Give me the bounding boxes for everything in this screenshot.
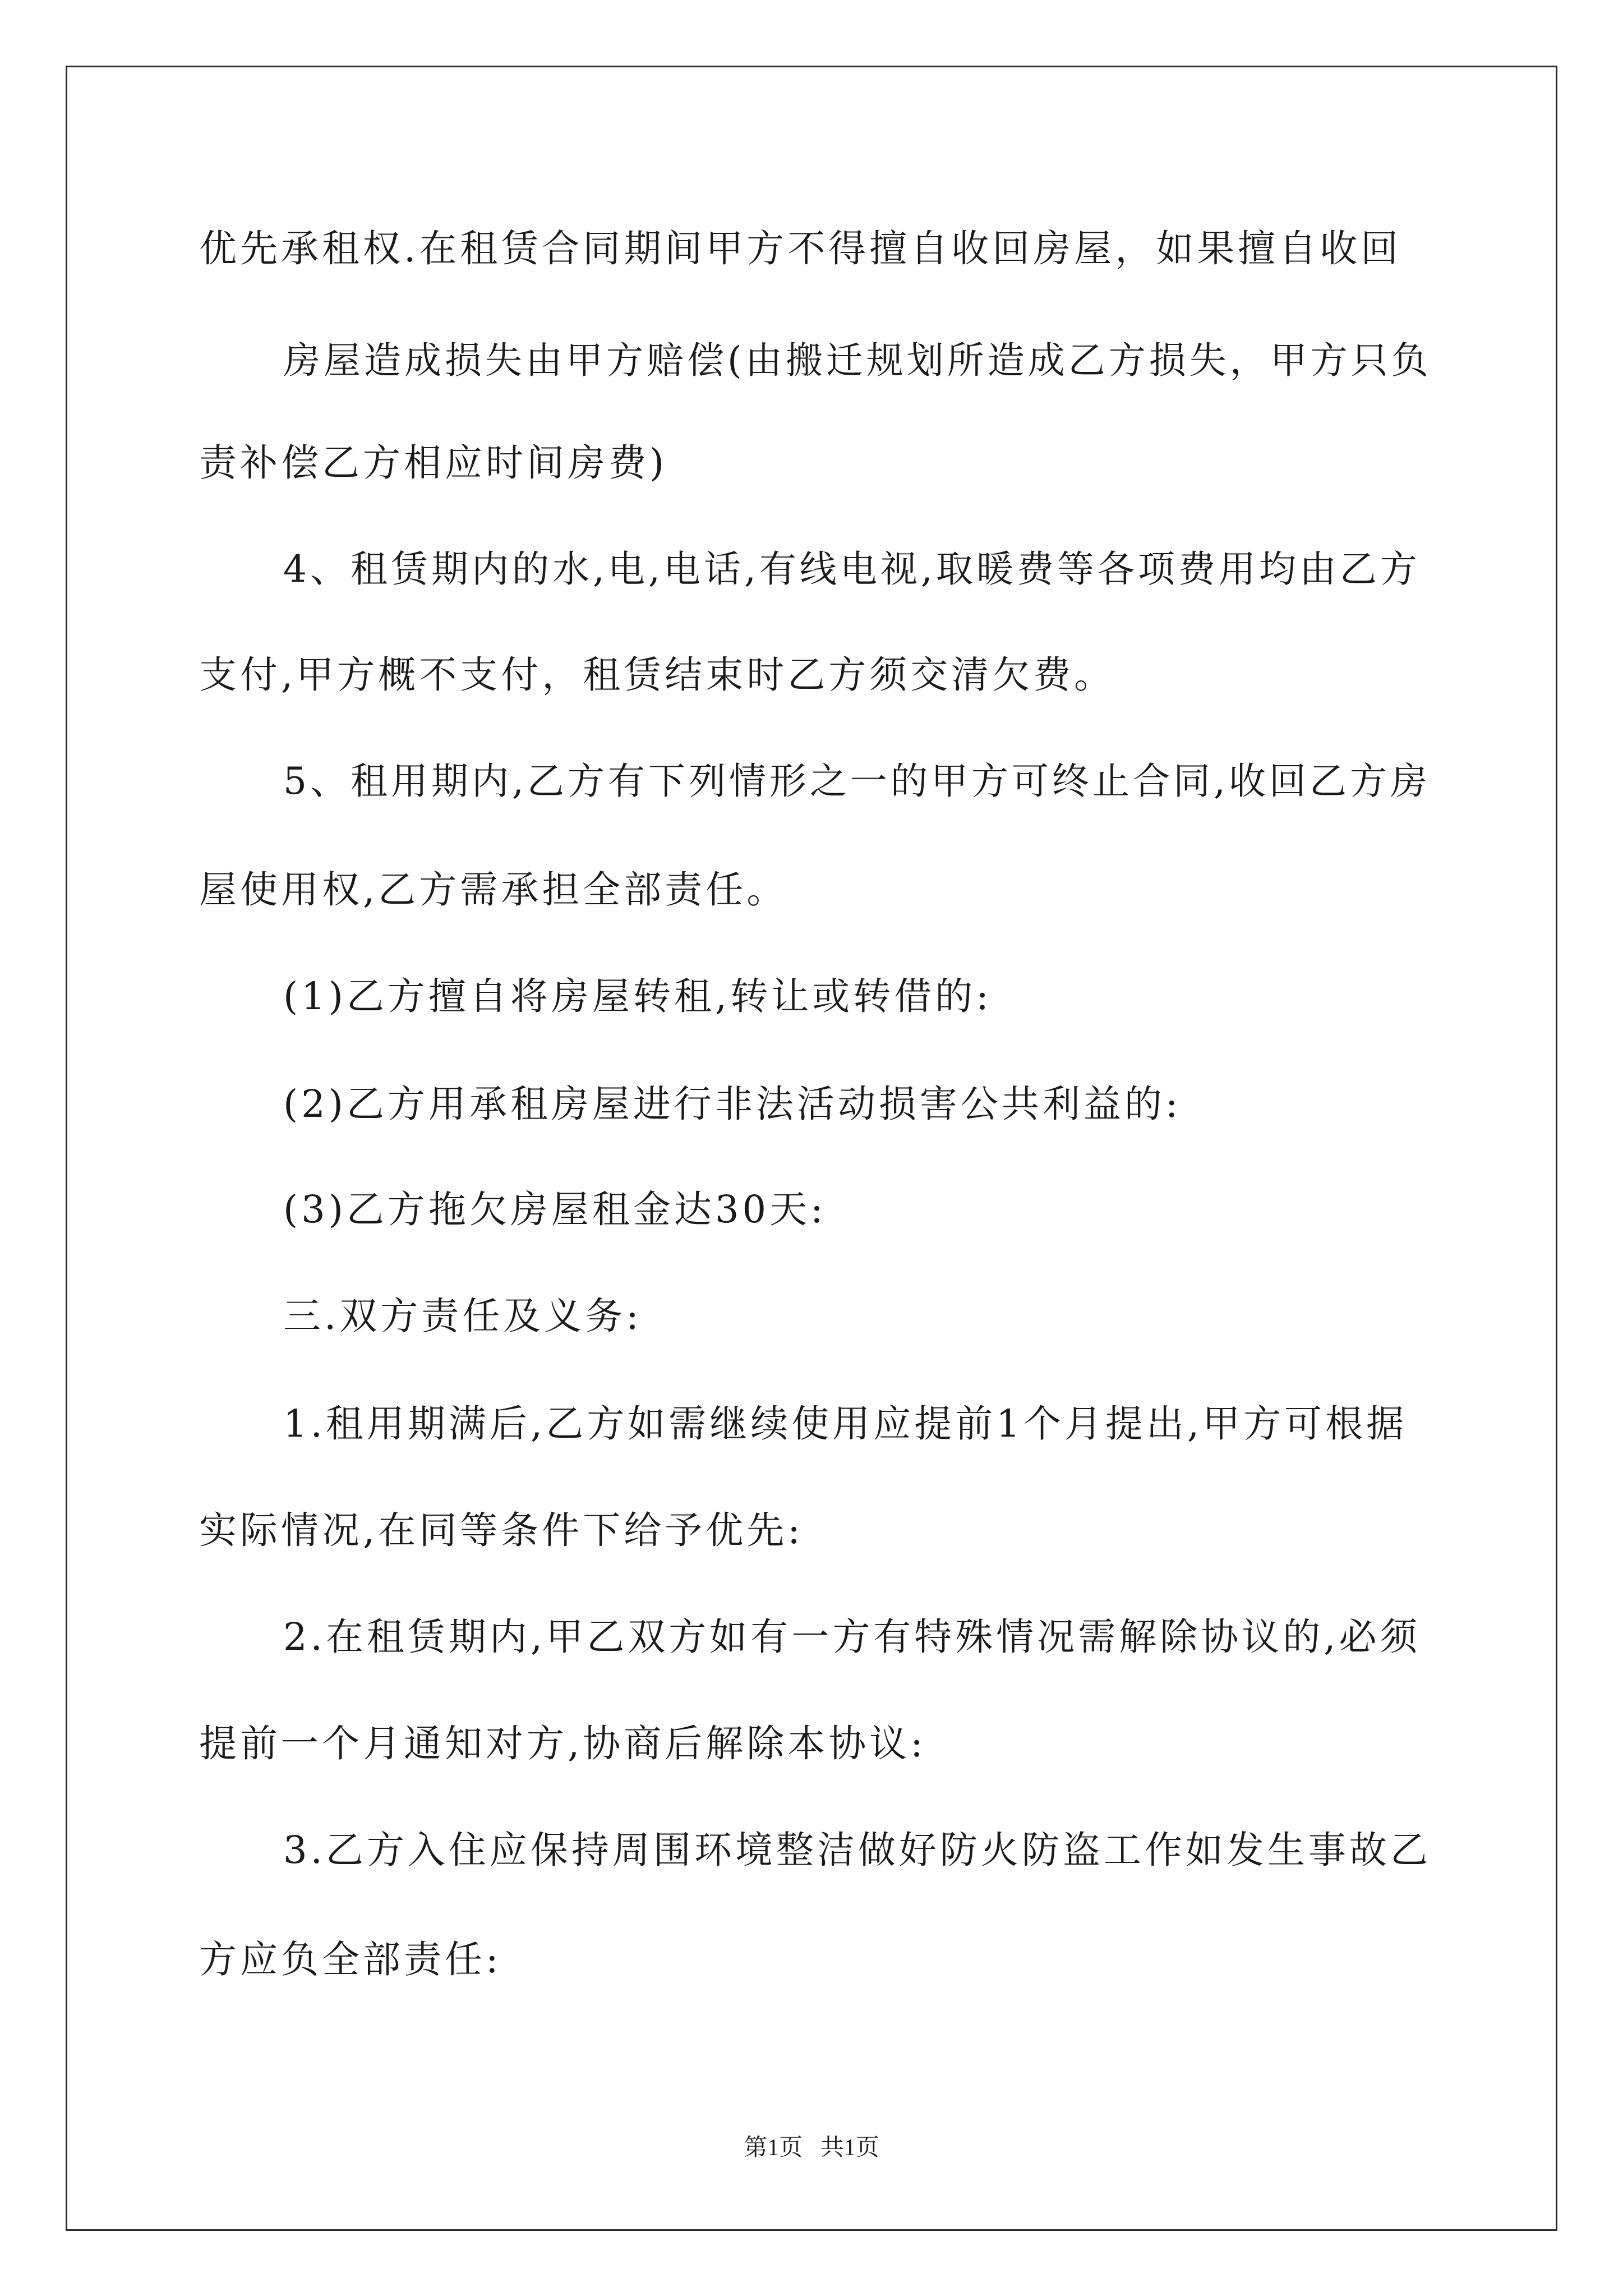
text-line: 提前一个月通知对方,协商后解除本协议: <box>199 1722 926 1765</box>
text-line: 支付,甲方概不支付，租赁结束时乙方须交清欠费。 <box>199 653 1115 697</box>
text-line: 屋使用权,乙方需承担全部责任。 <box>199 868 788 912</box>
text-line: (2)乙方用承租房屋进行非法活动损害公共利益的: <box>283 1082 1182 1126</box>
text-line: 优先承租权.在租赁合同期间甲方不得擅自收回房屋，如果擅自收回 <box>199 227 1402 270</box>
text-line: (3)乙方拖欠房屋租金达30天: <box>283 1188 827 1231</box>
text-line: 方应负全部责任: <box>199 1938 502 1981</box>
text-line: 实际情况,在同等条件下给予优先: <box>199 1508 804 1552</box>
text-line: 1.租用期满后,乙方如需继续使用应提前1个月提出,甲方可根据 <box>283 1402 1408 1446</box>
page-border <box>66 66 1557 2231</box>
text-line: 3.乙方入住应保持周围环境整洁做好防火防盗工作如发生事故乙 <box>283 1828 1431 1872</box>
text-line: 责补偿乙方相应时间房费) <box>199 441 668 485</box>
text-line: (1)乙方擅自将房屋转租,转让或转借的: <box>283 974 992 1018</box>
page-footer: 第1页 共1页 <box>744 2135 879 2161</box>
text-line: 4、租赁期内的水,电,电话,有线电视,取暖费等各项费用均由乙方 <box>283 547 1421 591</box>
text-line: 房屋造成损失由甲方赔偿(由搬迁规划所造成乙方损失，甲方只负 <box>283 339 1432 382</box>
text-line: 2.在租赁期内,甲乙双方如有一方有特殊情况需解除协议的,必须 <box>283 1615 1421 1659</box>
text-line: 5、租用期内,乙方有下列情形之一的甲方可终止合同,收回乙方房 <box>283 760 1431 803</box>
text-line: 三.双方责任及义务: <box>283 1294 642 1338</box>
